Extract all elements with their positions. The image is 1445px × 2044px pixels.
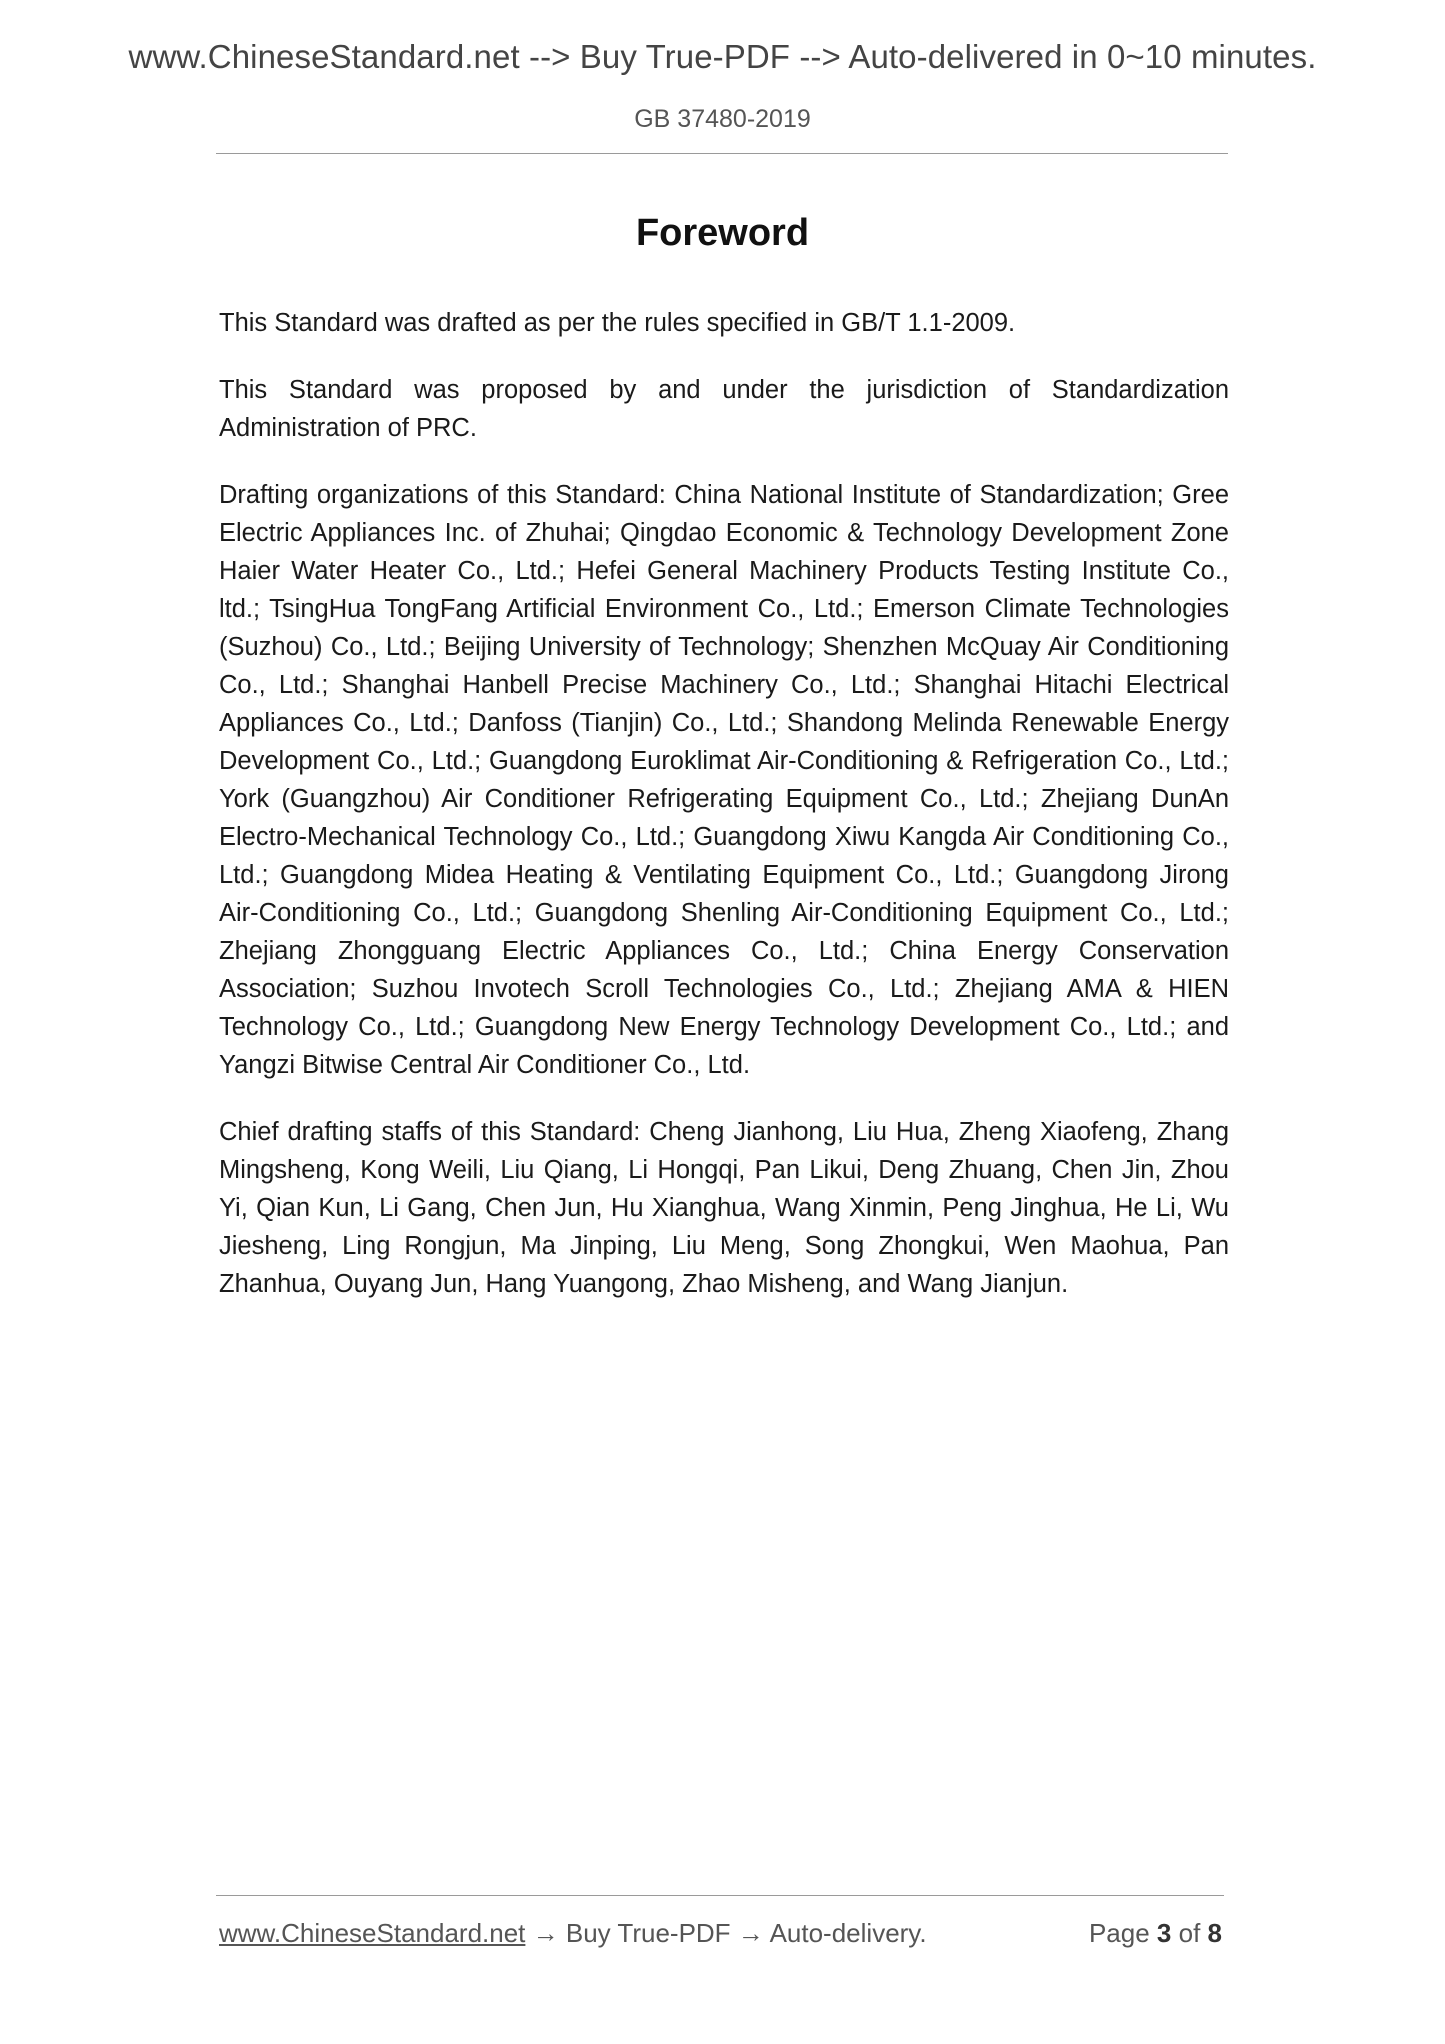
top-banner: www.ChineseStandard.net --> Buy True-PDF --> Auto-delivered in 0~10 minutes. bbox=[128, 38, 1317, 75]
foreword-body bbox=[219, 304, 1229, 1332]
document-number: GB 37480-2019 bbox=[634, 105, 811, 133]
paragraph-drafting-staffs: Chief drafting staffs of this Standard: Cheng Jianhong, Liu Hua, Zheng Xiaofeng, Zhang Mingsheng, Kong Weili, Liu Qiang, Li Hongqi, Pan Likui, Deng Zhuang, Chen Jin, Zhou Yi, Qian Kun, Li Gang, Chen Jun, Hu Xianghua, Wang Xinmin, Peng Jinghua, He Li, Wu Jiesheng, Ling Rongjun, Ma Jinping, Liu Meng, Song Zhongkui, Wen Maohua, Pan Zhanhua, Ouyang Jun, Hang Yuangong, Zhao Misheng, and Wang Jianjun. bbox=[219, 1118, 1229, 1298]
footer-divider bbox=[216, 1895, 1224, 1896]
footer-tagline: → Buy True-PDF → Auto-delivery. bbox=[525, 1918, 927, 1948]
page-footer bbox=[219, 1918, 1222, 1952]
header-divider bbox=[216, 153, 1228, 154]
paragraph-jurisdiction: This Standard was proposed by and under the jurisdiction of Standardization Administration of PRC. bbox=[219, 376, 1229, 442]
page-indicator bbox=[1089, 1918, 1222, 1949]
footer-site-link[interactable]: www.ChineseStandard.net bbox=[219, 1918, 526, 1948]
current-page-number: 3 bbox=[1156, 1918, 1172, 1948]
total-page-count: 8 bbox=[1207, 1918, 1222, 1948]
page-label: Page bbox=[1088, 1918, 1150, 1948]
page-title: Foreword bbox=[635, 212, 810, 254]
paragraph-drafting-organizations: Drafting organizations of this Standard: China National Institute of Standardization; Gree Electric Appliances Inc. of Zhuhai; Qingdao Economic & Technology Development Zone Haier Water Heater Co., Ltd.; Hefei General Machinery Products Testing Institute Co., ltd.; TsingHua TongFang Artificial Environment Co., Ltd.; Emerson Climate Technologies (Suzhou) Co., Ltd.; Beijing University of Technology; Shenzhen McQuay Air Conditioning Co., Ltd.; Shanghai Hanbell Precise Machinery Co., Ltd.; Shanghai Hitachi Electrical Appliances Co., Ltd.; Danfoss (Tianjin) Co., Ltd.; Shandong Melinda Renewable Energy Development Co., Ltd.; Guangdong Euroklimat Air-Conditioning & Refrigeration Co., Ltd.; York (Guangzhou) Air Conditioner Refrigerating Equipment Co., Ltd.; Zhejiang DunAn Electro-Mechanical Technology Co., Ltd.; Guangdong Xiwu Kangda Air Conditioning Co., Ltd.; Guangdong Midea Heating & Ventilating Equipment Co., Ltd.; Guangdong Jirong Air-Conditioning Co., Ltd.; Guangdong Shenling Air-Conditioning Equipment Co., Ltd.; Zhejiang Zhongguang Electric Appliances Co., Ltd.; China Energy Conservation Association; Suzhou Invotech Scroll Technologies Co., Ltd.; Zhejiang AMA & HIEN Technology Co., Ltd.; Guangdong New Energy Technology Development Co., Ltd.; and Yangzi Bitwise Central Air Conditioner Co., Ltd. bbox=[219, 481, 1229, 1079]
page-of-label: of bbox=[1178, 1918, 1201, 1948]
paragraph-drafting-rules: This Standard was drafted as per the rules specified in GB/T 1.1-2009. bbox=[219, 309, 1016, 337]
footer-left bbox=[219, 1918, 927, 1949]
